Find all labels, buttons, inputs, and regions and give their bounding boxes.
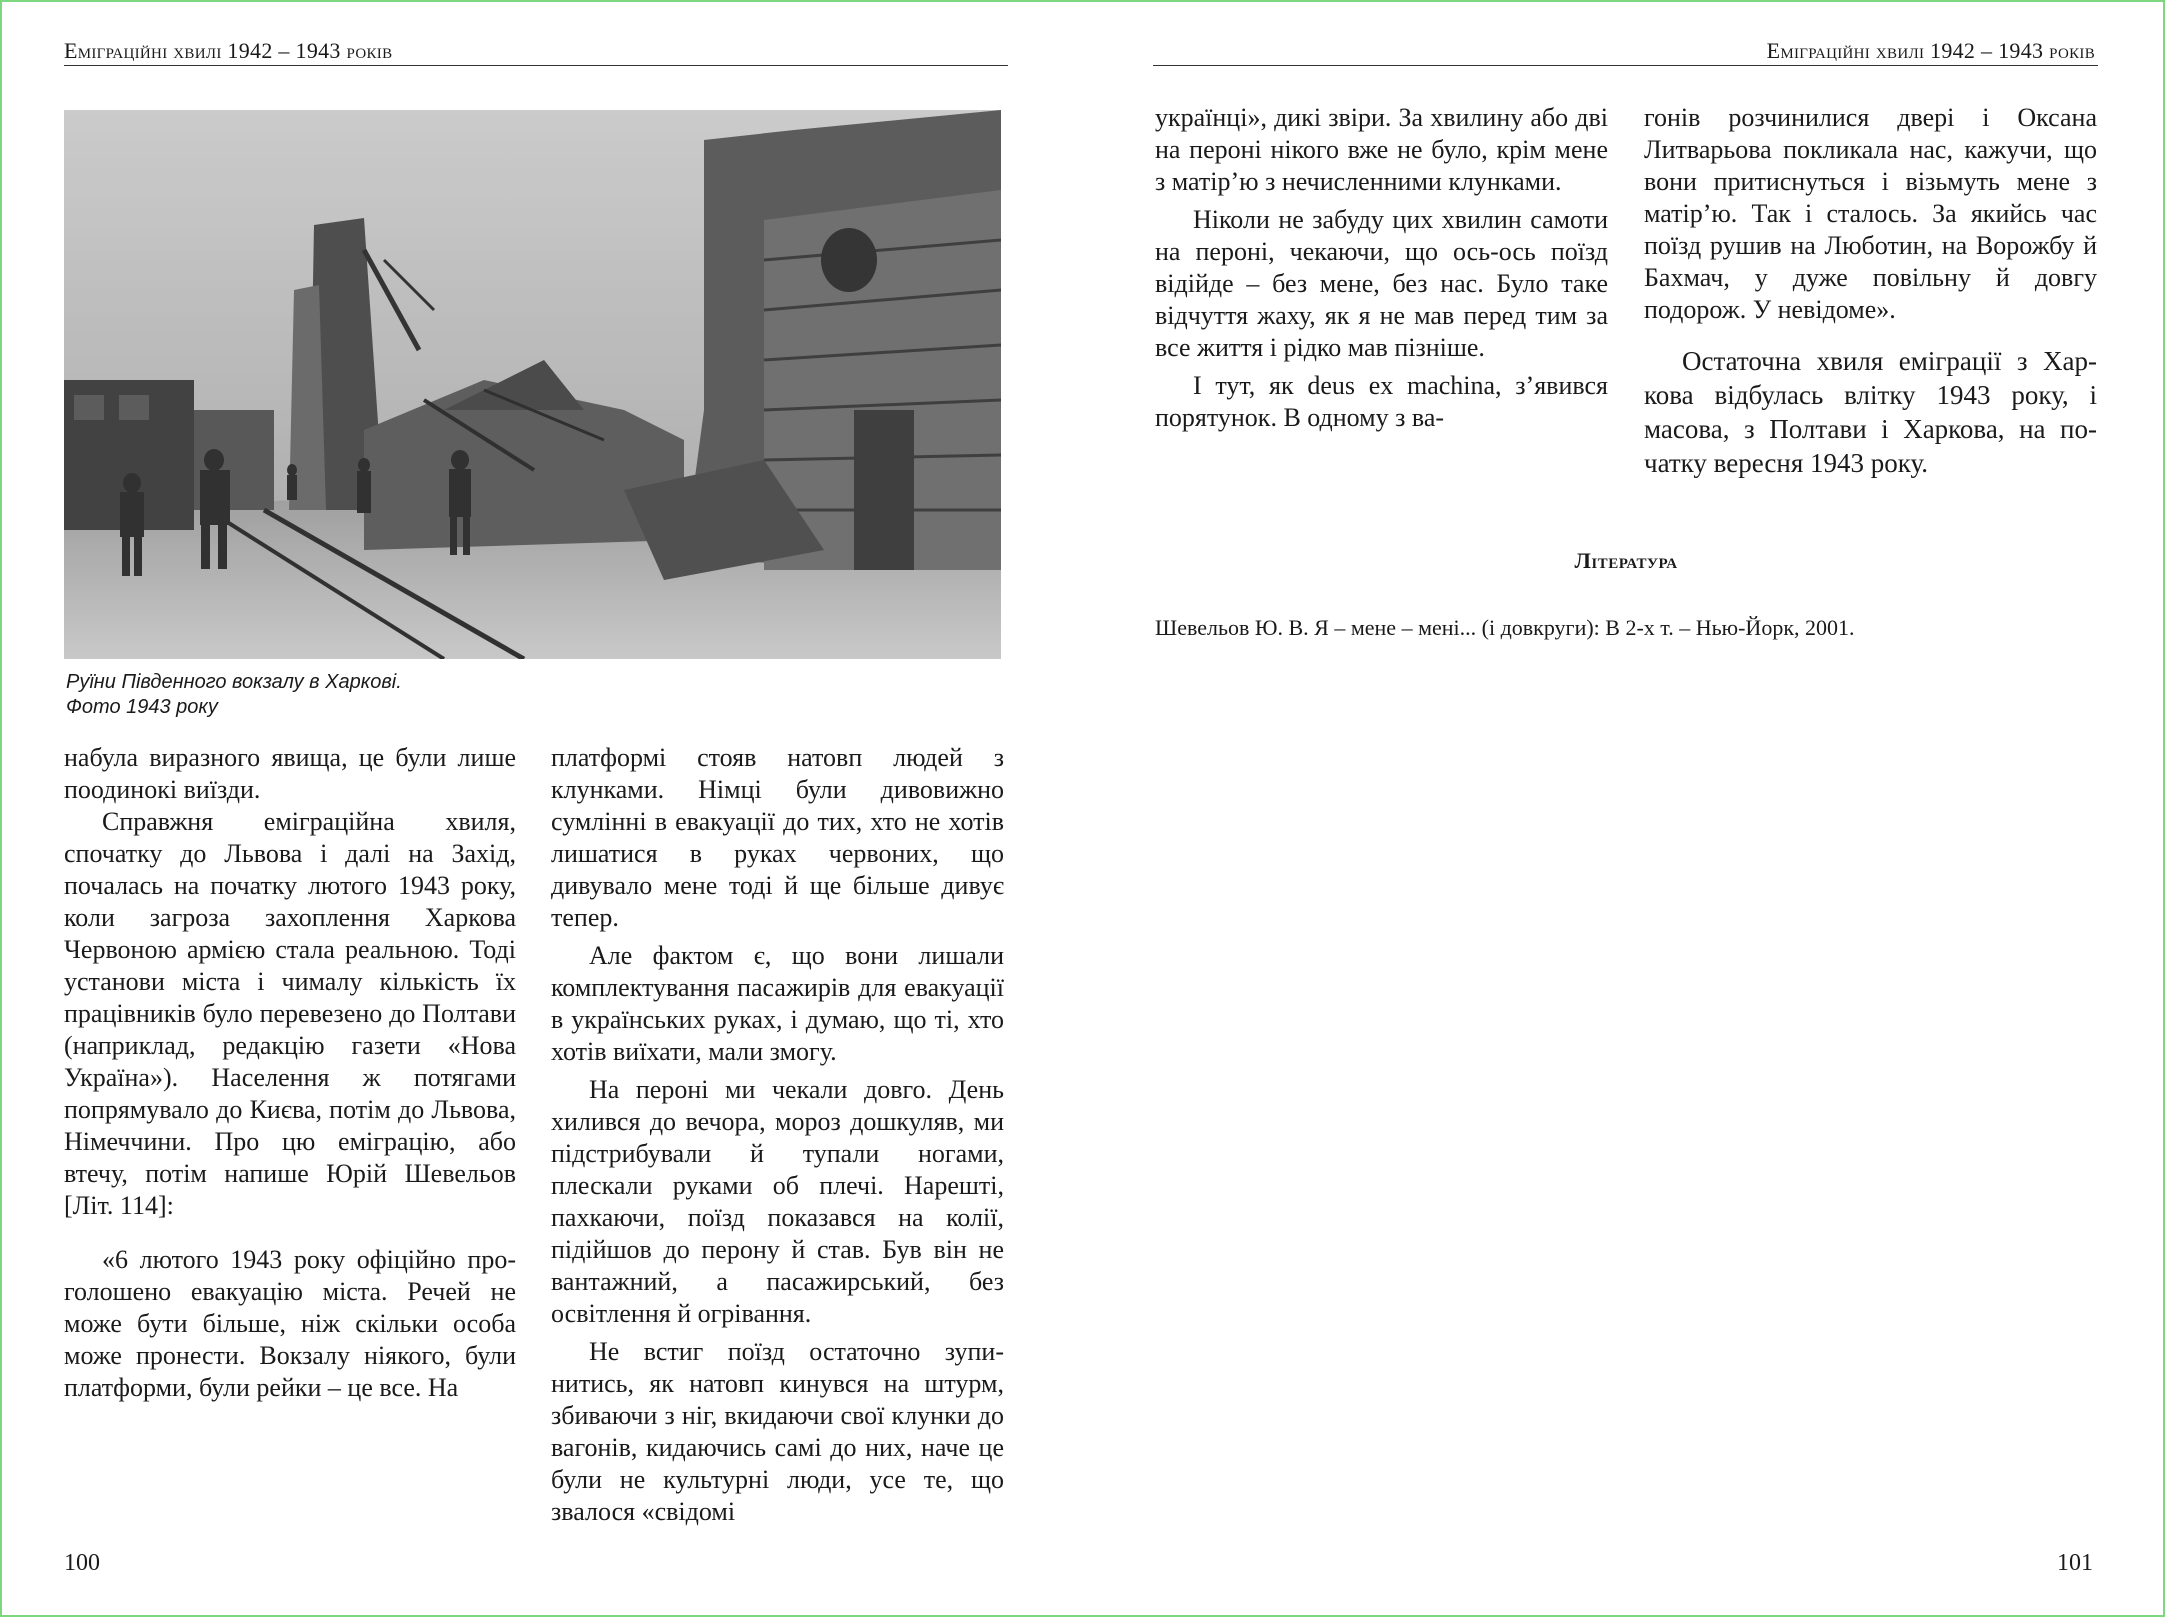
quote-paragraph: «6 лютого 1943 року офіційно проголошено евакуацію міста. Речей не може бути більше, ніж скільки особа може пронести. Вокзалу ніякого, були платформи, були рейки – це все. На — [64, 1245, 516, 1402]
paragraph: Але фактом є, що вони лишали комплектування пасажирів для евакуації в українських руках, і думаю, що ті, хто хотів виїхати, мали змогу. — [551, 941, 1004, 1066]
left-page-column-1 — [64, 742, 516, 1404]
ruins-photo-image — [64, 110, 1001, 659]
left-header-rule — [64, 65, 1008, 66]
paragraph: платформі стояв натовп людей з клунками. Німці були дивовижно сумлінні в евакуації до тих, хто не хотів лишатися в руках червоних, що дивувало мене тоді й ще більше дивує тепер. — [551, 743, 1004, 932]
photo-caption — [66, 670, 402, 720]
paragraph: Справжня еміграційна хвиля, спочатку до Львова і далі на Захід, почалась на початку лютого 1943 року, коли загроза захоплення Харкова Червоною армією стала реальною. Тоді установи міста і чималу кількість їх працівників було перевезено до Полтави (наприклад, редакцію газети «Нова Україна»). Населення ж потягами попрямувало до Києва, потім до Львова, Німеччини. Про цю еміграцію, або втечу, потім напише Юрій Шевельов [Літ. 114]: — [64, 807, 516, 1220]
paragraph: набула виразного явища, це були лише поодинокі виїзди. — [64, 743, 516, 804]
right-header-rule — [1153, 65, 2098, 66]
paragraph: На пероні ми чекали довго. День хилився до вечора, мороз дошкуляв, ми підстрибували й тупали ногами, плескали руками об плечі. Нарешті, пахкаючи, поїзд показався на колії, підійшов до перону й став. Був він не вантажний, а пасажирський, без освітлення й огрівання. — [551, 1075, 1004, 1328]
paragraph: Не встиг поїзд остаточно зупинитись, як натовп кинувся на штурм, збиваючи з ніг, вкидаючи свої клунки до вагонів, кидаючись самі до них, наче це були не культурні люди, усе те, що звалося «свідомі — [551, 1337, 1004, 1526]
photo-caption-line1: Руїни Південного вокзалу в Харкові. — [66, 671, 402, 693]
right-page-column-1 — [1155, 102, 1608, 434]
left-page-number: 100 — [64, 1550, 100, 1576]
photo-caption-line2: Фото 1943 року — [66, 696, 218, 718]
paragraph: гонів розчинилися двері і Оксана Литварьова покликала нас, кажучи, що вони притиснуться і візьмуть мене з матір’ю. Так і сталось. За якийсь час поїзд рушив на Люботин, на Ворожбу й Бахмач, у дуже повільну й довгу подорож. У невідоме». — [1644, 103, 2097, 324]
left-page-column-2 — [551, 742, 1004, 1528]
paragraph: українці», дикі звіри. За хвилину або дві на пероні нікого вже не було, крім мене з матір’ю з нечисленними клунками. — [1155, 103, 1608, 196]
ruins-photo — [64, 110, 1001, 659]
left-running-head: Еміграційні хвилі 1942 – 1943 років — [64, 38, 393, 63]
literature-entry: Шевельов Ю. В. Я – мене – мені... (і довкруги): В 2-х т. – Нью-Йорк, 2001. — [1155, 615, 1855, 640]
right-page-number: 101 — [2057, 1550, 2093, 1576]
paragraph: І тут, як deus ex machina, з’явився порятунок. В одному з ва- — [1155, 371, 1608, 432]
literature-heading: Література — [1574, 548, 1678, 573]
right-running-head: Еміграційні хвилі 1942 – 1943 років — [1766, 38, 2095, 63]
paragraph: Ніколи не забуду цих хвилин самоти на пероні, чекаючи, що ось-ось поїзд відійде – без мене, без нас. Було таке відчуття жаху, як я не мав перед тим за все життя і рідко мав пізніше. — [1155, 205, 1608, 362]
paragraph: Остаточна хвиля еміграції з Харкова відбулась влітку 1943 року, і масова, з Полтави і Харкова, на початку вересня 1943 року. — [1644, 346, 2097, 478]
right-page-column-2 — [1644, 102, 2097, 480]
